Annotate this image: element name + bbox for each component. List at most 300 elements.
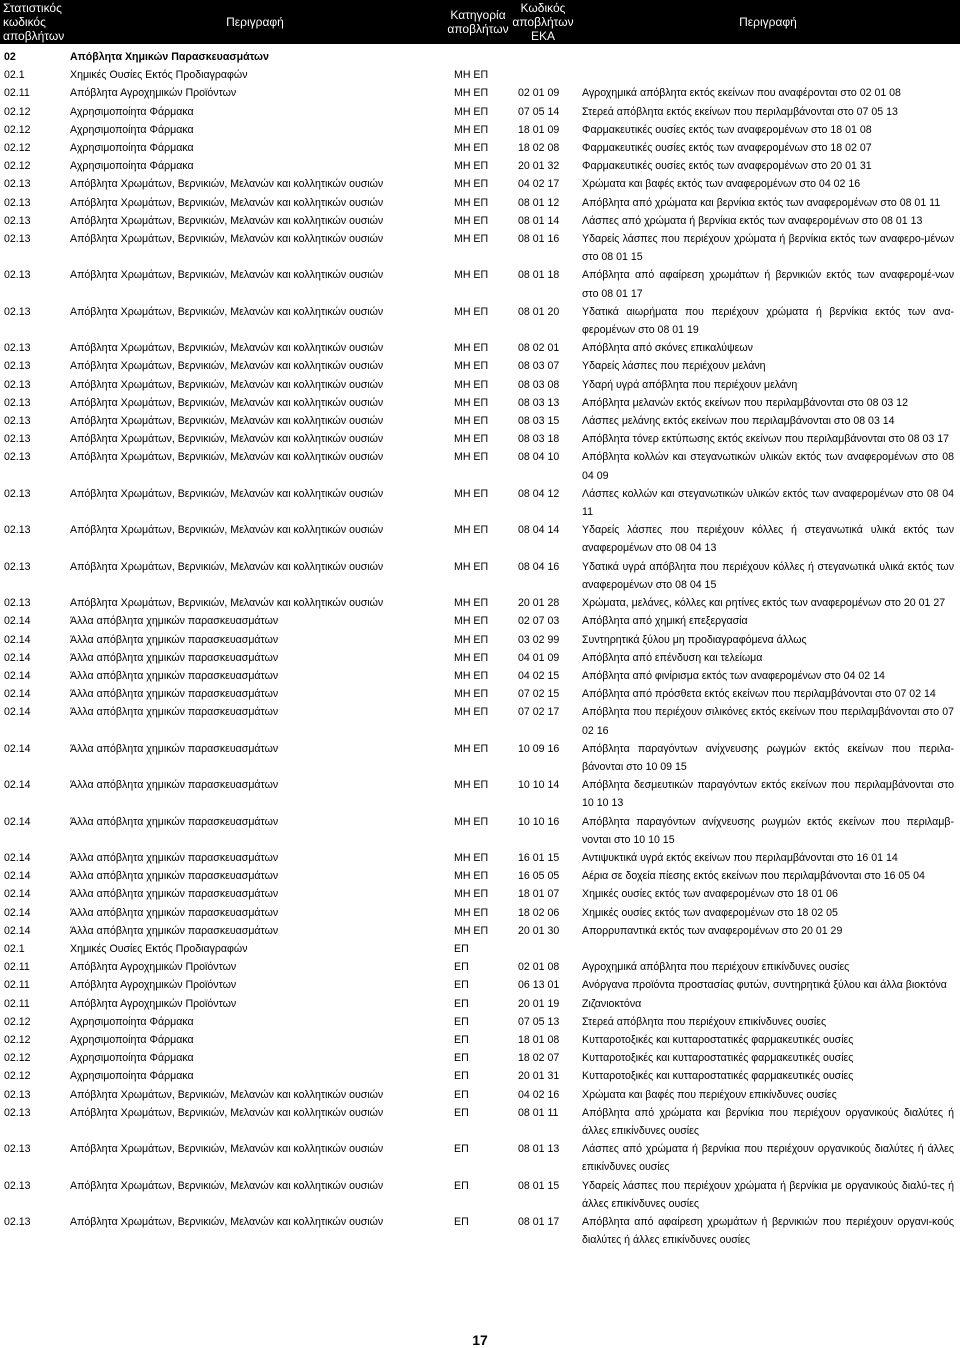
table-row: [0, 376, 960, 394]
category-cell: ΕΠ: [454, 1033, 469, 1046]
ewc-code-cell: 16 05 05: [518, 870, 560, 883]
category-cell: ΜΗ ΕΠ: [454, 906, 489, 919]
table-row: [0, 685, 960, 703]
ewc-description-cell: Αντιψυκτικά υγρά εκτός εκείνων που περιλαμβάνονται στο 16 01 14: [582, 851, 898, 864]
ewc-code-cell: 04 02 16: [518, 1088, 560, 1101]
description-cell: Άλλα απόβλητα χημικών παρασκευασμάτων: [70, 706, 279, 719]
description-cell: Απόβλητα Αγροχημικών Προϊόντων: [70, 979, 237, 992]
ewc-description-cell: Λάσπες από χρώματα ή βερνίκια που περιέχουν οργανικούς διαλύτες ή άλλες επικίνδυνες ουσίες: [582, 1143, 954, 1174]
table-row: [0, 84, 960, 102]
ewc-code-cell: 08 04 10: [518, 451, 560, 464]
stat-code-cell: 02.13: [4, 1216, 31, 1228]
header-description: Περιγραφή: [64, 0, 446, 44]
stat-code-cell: 02.13: [4, 305, 31, 318]
ewc-code-cell: [510, 940, 576, 958]
category-cell: ΜΗ ΕΠ: [454, 269, 489, 282]
ewc-code-cell: 08 04 12: [518, 487, 560, 500]
table-row: [0, 212, 960, 230]
ewc-description-cell: Απόβλητα μελανών εκτός εκείνων που περιλαμβάνονται στο 08 03 12: [582, 396, 908, 409]
ewc-description-cell: Στερεά απόβλητα εκτός εκείνων που περιλαμβάνονται στο 07 05 13: [582, 105, 898, 118]
ewc-description-cell: Απόβλητα από αφαίρεση χρωμάτων ή βερνικιών που περιέχουν οργανι-κούς διαλύτες ή άλλες επικίνδυνες ουσίες: [582, 1216, 954, 1247]
category-cell: ΜΗ ΕΠ: [454, 851, 489, 864]
description-cell: Άλλα απόβλητα χημικών παρασκευασμάτων: [70, 651, 279, 664]
table-row: [0, 703, 960, 739]
table-row: [0, 594, 960, 612]
ewc-description-cell: Χημικές ουσίες εκτός των αναφερομένων στο 18 01 06: [582, 888, 838, 901]
stat-code-cell: 02.14: [4, 924, 31, 937]
category-cell: ΜΗ ΕΠ: [454, 142, 489, 155]
description-cell: Απόβλητα Χρωμάτων, Βερνικιών, Μελανών και κολλητικών ουσιών: [70, 433, 384, 446]
table-row: [0, 121, 960, 139]
category-cell: ΜΗ ΕΠ: [454, 924, 489, 937]
category-cell: ΕΠ: [454, 1015, 469, 1028]
table-row: [0, 1213, 960, 1249]
ewc-description-cell: [576, 66, 960, 84]
category-cell: ΜΗ ΕΠ: [454, 633, 489, 646]
category-cell: ΜΗ ΕΠ: [454, 123, 489, 136]
ewc-code-cell: 08 03 18: [518, 433, 560, 446]
description-cell: Απόβλητα Χρωμάτων, Βερνικιών, Μελανών και κολλητικών ουσιών: [70, 360, 384, 373]
table-row: [0, 44, 960, 66]
ewc-description-cell: Απόβλητα που περιέχουν σιλικόνες εκτός εκείνων που περιλαμβάνονται στο 07 02 16: [582, 706, 954, 737]
ewc-description-cell: Φαρμακευτικές ουσίες εκτός των αναφερομένων στο 18 02 07: [582, 142, 872, 155]
category-cell: ΜΗ ΕΠ: [454, 233, 489, 246]
ewc-description-cell: Χρώματα και βαφές που περιέχουν επικίνδυνες ουσίες: [582, 1088, 837, 1101]
ewc-description-cell: Κυτταροτοξικές και κυτταροστατικές φαρμακευτικές ουσίες: [582, 1052, 854, 1065]
ewc-code-cell: 20 01 31: [518, 1070, 560, 1083]
stat-code-cell: 02.14: [4, 706, 31, 719]
category-cell: ΜΗ ΕΠ: [454, 870, 489, 883]
ewc-code-cell: 10 10 16: [518, 815, 560, 828]
category-cell: ΜΗ ΕΠ: [454, 615, 489, 628]
stat-code-cell: 02.11: [4, 979, 30, 992]
description-cell: Απόβλητα Χρωμάτων, Βερνικιών, Μελανών και κολλητικών ουσιών: [70, 415, 384, 428]
ewc-code-cell: 18 02 06: [518, 906, 560, 919]
ewc-code-cell: 08 01 18: [518, 269, 560, 282]
stat-code-cell: 02.13: [4, 433, 31, 446]
stat-code-cell: 02.12: [4, 1033, 31, 1046]
stat-code-cell: 02.13: [4, 214, 31, 227]
description-cell: Αχρησιμοποίητα Φάρμακα: [70, 1070, 194, 1083]
table-row: [0, 849, 960, 867]
category-cell: ΜΗ ΕΠ: [454, 214, 489, 227]
ewc-code-cell: 20 01 32: [518, 160, 560, 173]
table-row: [0, 740, 960, 776]
ewc-code-cell: 03 02 99: [518, 633, 560, 646]
ewc-code-cell: 08 03 07: [518, 360, 560, 373]
description-cell: Άλλα απόβλητα χημικών παρασκευασμάτων: [70, 906, 279, 919]
ewc-description-cell: Απόβλητα από χρώματα και βερνίκια εκτός των αναφερομένων στο 08 01 11: [582, 196, 941, 209]
category-cell: ΜΗ ΕΠ: [454, 524, 489, 537]
ewc-description-cell: Αγροχημικά απόβλητα που περιέχουν επικίνδυνες ουσίες: [582, 961, 850, 974]
table-row: [0, 976, 960, 994]
stat-code-cell: 02.13: [4, 415, 31, 428]
ewc-code-cell: 08 01 16: [518, 233, 560, 246]
ewc-description-cell: Απόβλητα παραγόντων ανίχνευσης ρωγμών εκτός εκείνων που περιλαμβ-νονται στο 10 10 15: [582, 815, 954, 846]
stat-code-cell: 02.13: [4, 233, 31, 246]
stat-code-cell: 02.12: [4, 1052, 31, 1065]
ewc-code-cell: 10 09 16: [518, 742, 560, 755]
description-cell: Απόβλητα Χρωμάτων, Βερνικιών, Μελανών και κολλητικών ουσιών: [70, 560, 384, 573]
stat-code-cell: 02.14: [4, 688, 31, 701]
table-header: [0, 0, 960, 44]
header-stat-code: Στατιστικός κωδικός αποβλήτων: [0, 0, 64, 44]
table-row: [0, 1140, 960, 1176]
ewc-code-cell: 07 02 17: [518, 706, 560, 719]
description-cell: Απόβλητα Χρωμάτων, Βερνικιών, Μελανών και κολλητικών ουσιών: [70, 597, 384, 610]
category-cell: ΜΗ ΕΠ: [454, 597, 489, 610]
description-cell: Αχρησιμοποίητα Φάρμακα: [70, 1052, 194, 1065]
ewc-description-cell: Κυτταροτοξικές και κυτταροστατικές φαρμακευτικές ουσίες: [582, 1033, 854, 1046]
description-cell: Απόβλητα Χρωμάτων, Βερνικιών, Μελανών και κολλητικών ουσιών: [70, 396, 384, 409]
table-row: [0, 66, 960, 84]
table-row: [0, 1013, 960, 1031]
category-cell: ΜΗ ΕΠ: [454, 360, 489, 373]
category-cell: ΕΠ: [454, 1216, 469, 1228]
ewc-code-cell: 08 01 14: [518, 214, 560, 227]
category-cell: ΜΗ ΕΠ: [454, 815, 489, 828]
ewc-description-cell: Απόβλητα δεσμευτικών παραγόντων εκτός εκείνων που περιλαμβάνονται στο 10 10 13: [582, 779, 954, 810]
description-cell: Άλλα απόβλητα χημικών παρασκευασμάτων: [70, 870, 279, 883]
ewc-description-cell: Υδαρείς λάσπες που περιέχουν μελάνη: [582, 360, 766, 373]
description-cell: Άλλα απόβλητα χημικών παρασκευασμάτων: [70, 779, 279, 792]
header-category: Κατηγορία αποβλήτων: [446, 0, 510, 44]
table-row: [0, 867, 960, 885]
table-row: [0, 922, 960, 940]
table-row: [0, 266, 960, 302]
ewc-code-cell: 08 02 01: [518, 342, 560, 355]
stat-code-cell: 02.13: [4, 1106, 31, 1119]
description-cell: Απόβλητα Χρωμάτων, Βερνικιών, Μελανών και κολλητικών ουσιών: [70, 1216, 384, 1228]
category-cell: ΜΗ ΕΠ: [454, 342, 489, 355]
table-row: [0, 1104, 960, 1140]
header-ewc-code: Κωδικός αποβλήτων ΕΚΑ: [510, 0, 576, 44]
table-row: [0, 175, 960, 193]
ewc-description-cell: Φαρμακευτικές ουσίες εκτός των αναφερομένων στο 20 01 31: [582, 160, 872, 173]
ewc-description-cell: Απόβλητα από χρώματα και βερνίκια που περιέχουν οργανικούς διαλύτες ή άλλες επικίνδυνες ουσίες: [582, 1106, 954, 1137]
stat-code-cell: 02.13: [4, 378, 31, 391]
description-cell: Χημικές Ουσίες Εκτός Προδιαγραφών: [70, 942, 248, 955]
stat-code-cell: 02.13: [4, 451, 31, 464]
table-row: [0, 813, 960, 849]
description-cell: Αχρησιμοποίητα Φάρμακα: [70, 1033, 194, 1046]
category-cell: ΜΗ ΕΠ: [454, 888, 489, 901]
ewc-description-cell: Στερεά απόβλητα που περιέχουν επικίνδυνες ουσίες: [582, 1015, 827, 1028]
table-body: [0, 44, 960, 1249]
table-row: [0, 1086, 960, 1104]
category-cell: ΕΠ: [454, 1070, 469, 1083]
ewc-code-cell: 08 01 20: [518, 305, 560, 318]
description-cell: Απόβλητα Χρωμάτων, Βερνικιών, Μελανών και κολλητικών ουσιών: [70, 178, 384, 191]
table-row: [0, 230, 960, 266]
description-cell: Άλλα απόβλητα χημικών παρασκευασμάτων: [70, 615, 279, 628]
category-cell: ΜΗ ΕΠ: [454, 87, 489, 100]
ewc-code-cell: 10 10 14: [518, 779, 560, 792]
stat-code-cell: 02.14: [4, 633, 31, 646]
table-row: [0, 667, 960, 685]
ewc-code-cell: 20 01 28: [518, 597, 560, 610]
ewc-code-cell: 08 01 15: [518, 1179, 560, 1192]
ewc-description-cell: Απόβλητα από σκόνες επικαλύψεων: [582, 342, 753, 355]
description-cell: Αχρησιμοποίητα Φάρμακα: [70, 142, 194, 155]
ewc-description-cell: Ζιζανιοκτόνα: [582, 997, 642, 1010]
table-row: [0, 485, 960, 521]
ewc-description-cell: Απόβλητα τόνερ εκτύπωσης εκτός εκείνων που περιλαμβάνονται στο 08 03 17: [582, 433, 950, 446]
description-cell: Απόβλητα Χρωμάτων, Βερνικιών, Μελανών και κολλητικών ουσιών: [70, 524, 384, 537]
stat-code-cell: 02.12: [4, 123, 31, 136]
ewc-code-cell: 07 05 14: [518, 105, 560, 118]
stat-code-cell: 02.14: [4, 651, 31, 664]
ewc-description-cell: Συντηρητικά ξύλου μη προδιαγραφόμενα άλλως: [582, 633, 807, 646]
ewc-description-cell: Υδαρείς λάσπες που περιέχουν χρώματα ή βερνίκια με οργανικούς διαλύ-τες ή άλλες επικίνδυνες ουσίες: [582, 1179, 954, 1210]
description-cell: Άλλα απόβλητα χημικών παρασκευασμάτων: [70, 851, 279, 864]
ewc-description-cell: Υδαρείς λάσπες που περιέχουν κόλλες ή στεγανωτικά υλικά εκτός των αναφερομένων στο 08 04 13: [582, 524, 954, 555]
stat-code-cell: 02.14: [4, 779, 31, 792]
stat-code-cell: 02.11: [4, 997, 30, 1010]
description-cell: Απόβλητα Χρωμάτων, Βερνικιών, Μελανών και κολλητικών ουσιών: [70, 214, 384, 227]
category-cell: ΜΗ ΕΠ: [454, 196, 489, 209]
ewc-code-cell: 04 02 15: [518, 669, 560, 682]
ewc-code-cell: 02 01 09: [518, 87, 560, 100]
category-cell: ΕΠ: [454, 997, 469, 1010]
ewc-description-cell: Χρώματα και βαφές εκτός των αναφερομένων στο 04 02 16: [582, 178, 861, 191]
ewc-description-cell: Υδατικά αιωρήματα που περιέχουν χρώματα ή βερνίκια εκτός των ανα-φερομένων στο 08 01 19: [582, 305, 954, 337]
ewc-code-cell: 18 02 07: [518, 1052, 560, 1065]
description-cell: Άλλα απόβλητα χημικών παρασκευασμάτων: [70, 924, 279, 937]
table-row: [0, 940, 960, 958]
table-row: [0, 430, 960, 448]
stat-code-cell: 02.13: [4, 487, 31, 500]
table-row: [0, 1177, 960, 1213]
description-cell: Αχρησιμοποίητα Φάρμακα: [70, 123, 194, 136]
description-cell: Απόβλητα Χρωμάτων, Βερνικιών, Μελανών και κολλητικών ουσιών: [70, 196, 384, 209]
table-row: [0, 885, 960, 903]
category-cell: ΜΗ ΕΠ: [454, 160, 489, 173]
ewc-description-cell: Ανόργανα προϊόντα προστασίας φυτών, συντηρητικά ξύλου και άλλα βιοκτόνα: [582, 979, 947, 992]
stat-code-cell: 02.13: [4, 597, 31, 610]
table-row: [0, 194, 960, 212]
stat-code-cell: 02.1: [4, 69, 25, 82]
ewc-description-cell: Αγροχημικά απόβλητα εκτός εκείνων που αναφέρονται στο 02 01 08: [582, 87, 901, 100]
ewc-description-cell: Υδατικά υγρά απόβλητα που περιέχουν κόλλες ή στεγανωτικά υλικά εκτός των αναφερομένων στο 08 04 15: [582, 560, 954, 591]
ewc-description-cell: Φαρμακευτικές ουσίες εκτός των αναφερομένων στο 18 01 08: [582, 123, 872, 136]
description-cell: Άλλα απόβλητα χημικών παρασκευασμάτων: [70, 888, 279, 901]
ewc-description-cell: Λάσπες μελάνης εκτός εκείνων που περιλαμβάνονται στο 08 03 14: [582, 415, 895, 428]
table-row: [0, 958, 960, 976]
ewc-code-cell: 08 01 12: [518, 196, 560, 209]
header-ewc-description: Περιγραφή: [576, 0, 960, 44]
table-row: [0, 412, 960, 430]
ewc-code-cell: 04 02 17: [518, 178, 560, 191]
ewc-code-cell: 08 04 16: [518, 560, 560, 573]
stat-code-cell: 02.14: [4, 888, 31, 901]
description-cell: Άλλα απόβλητα χημικών παρασκευασμάτων: [70, 669, 279, 682]
ewc-code-cell: 08 01 11: [518, 1106, 559, 1119]
stat-code-cell: 02.14: [4, 742, 31, 755]
category-cell: ΜΗ ΕΠ: [454, 688, 489, 701]
description-cell: Απόβλητα Χρωμάτων, Βερνικιών, Μελανών και κολλητικών ουσιών: [70, 378, 384, 391]
ewc-description-cell: Απόβλητα από χημική επεξεργασία: [582, 615, 748, 628]
table-row: [0, 103, 960, 121]
category-cell: ΜΗ ΕΠ: [454, 487, 489, 500]
ewc-description-cell: Λάσπες από χρώματα ή βερνίκια εκτός των αναφερομένων στο 08 01 13: [582, 214, 923, 227]
ewc-code-cell: 08 01 13: [518, 1143, 560, 1156]
stat-code-cell: 02.11: [4, 961, 30, 974]
ewc-code-cell: 16 01 15: [518, 851, 560, 864]
ewc-code-cell: 18 01 09: [518, 123, 560, 136]
ewc-description-cell: Απόβλητα από πρόσθετα εκτός εκείνων που περιλαμβάνονται στο 07 02 14: [582, 688, 936, 701]
stat-code-cell: 02.13: [4, 360, 31, 373]
stat-code-cell: 02.13: [4, 1179, 31, 1192]
category-cell: ΜΗ ΕΠ: [454, 415, 489, 428]
description-cell: Απόβλητα Χρωμάτων, Βερνικιών, Μελανών και κολλητικών ουσιών: [70, 342, 384, 355]
description-cell: Αχρησιμοποίητα Φάρμακα: [70, 105, 194, 118]
stat-code-cell: 02.12: [4, 160, 31, 173]
ewc-description-cell: Αέρια σε δοχεία πίεσης εκτός εκείνων που περιλαμβάνονται στο 16 05 04: [582, 870, 925, 883]
description-cell: Απόβλητα Χρωμάτων, Βερνικιών, Μελανών και κολλητικών ουσιών: [70, 233, 384, 246]
ewc-code-cell: [510, 44, 576, 66]
ewc-description-cell: Απόβλητα παραγόντων ανίχνευσης ρωγμών εκτός εκείνων που περιλα-βάνονται στο 10 09 15: [582, 742, 954, 773]
stat-code-cell: 02.14: [4, 906, 31, 919]
table-row: [0, 357, 960, 375]
stat-code-cell: 02.14: [4, 669, 31, 682]
ewc-description-cell: Χρώματα, μελάνες, κόλλες και ρητίνες εκτός των αναφερομένων στο 20 01 27: [582, 597, 946, 610]
stat-code-cell: 02.13: [4, 178, 31, 191]
stat-code-cell: 02.13: [4, 524, 31, 537]
description-cell: Απόβλητα Χρωμάτων, Βερνικιών, Μελανών και κολλητικών ουσιών: [70, 451, 384, 464]
stat-code-cell: 02.12: [4, 142, 31, 155]
category-cell: ΕΠ: [454, 1143, 469, 1156]
ewc-code-cell: 07 02 15: [518, 688, 560, 701]
ewc-code-cell: 06 13 01: [518, 979, 560, 992]
ewc-description-cell: Χημικές ουσίες εκτός των αναφερομένων στο 18 02 05: [582, 906, 838, 919]
category-cell: ΜΗ ΕΠ: [454, 742, 489, 755]
ewc-code-cell: 08 01 17: [518, 1216, 560, 1228]
ewc-code-cell: 02 01 08: [518, 961, 560, 974]
stat-code-cell: 02.13: [4, 269, 31, 282]
ewc-code-cell: 08 03 15: [518, 415, 560, 428]
category-cell: ΕΠ: [454, 1179, 469, 1192]
stat-code-cell: 02.13: [4, 196, 31, 209]
category-cell: ΜΗ ΕΠ: [454, 69, 489, 82]
description-cell: Άλλα απόβλητα χημικών παρασκευασμάτων: [70, 633, 279, 646]
ewc-code-cell: 20 01 30: [518, 924, 560, 937]
category-cell: ΕΠ: [454, 979, 469, 992]
table-row: [0, 339, 960, 357]
category-cell: ΜΗ ΕΠ: [454, 378, 489, 391]
category-cell: ΜΗ ΕΠ: [454, 560, 489, 573]
stat-code-cell: 02.12: [4, 1015, 31, 1028]
table-row: [0, 394, 960, 412]
stat-code-cell: 02.13: [4, 560, 31, 573]
stat-code-cell: 02.11: [4, 87, 30, 100]
stat-code-cell: 02.13: [4, 342, 31, 355]
table-row: [0, 448, 960, 484]
stat-code-cell: 02.14: [4, 615, 31, 628]
ewc-code-cell: 08 04 14: [518, 524, 560, 537]
category-cell: ΜΗ ΕΠ: [454, 105, 489, 118]
description-cell: Άλλα απόβλητα χημικών παρασκευασμάτων: [70, 815, 279, 828]
category-cell: ΕΠ: [454, 1088, 469, 1101]
table-row: [0, 1067, 960, 1085]
category-cell: ΕΠ: [454, 1052, 469, 1065]
category-cell: ΜΗ ΕΠ: [454, 305, 489, 318]
ewc-description-cell: [576, 44, 960, 66]
ewc-description-cell: Απόβλητα από επένδυση και τελείωμα: [582, 651, 763, 664]
category-cell: ΜΗ ΕΠ: [454, 396, 489, 409]
stat-code-cell: 02: [4, 51, 16, 63]
ewc-description-cell: Απόβλητα από φινίρισμα εκτός των αναφερομένων στο 04 02 14: [582, 669, 885, 682]
description-cell: Απόβλητα Αγροχημικών Προϊόντων: [70, 997, 237, 1010]
description-cell: Απόβλητα Χρωμάτων, Βερνικιών, Μελανών και κολλητικών ουσιών: [70, 1088, 384, 1101]
category-cell: ΜΗ ΕΠ: [454, 706, 489, 719]
ewc-code-cell: 08 03 08: [518, 378, 560, 391]
ewc-description-cell: Κυτταροτοξικές και κυτταροστατικές φαρμακευτικές ουσίες: [582, 1070, 854, 1083]
description-cell: Απόβλητα Χρωμάτων, Βερνικιών, Μελανών και κολλητικών ουσιών: [70, 1179, 384, 1192]
stat-code-cell: 02.12: [4, 1070, 31, 1083]
ewc-description-cell: Υδαρείς λάσπες που περιέχουν χρώματα ή βερνίκια εκτός των αναφερο-μένων στο 08 01 15: [582, 233, 954, 264]
ewc-code-cell: 20 01 19: [518, 997, 560, 1010]
description-cell: Απόβλητα Αγροχημικών Προϊόντων: [70, 87, 237, 100]
description-cell: Άλλα απόβλητα χημικών παρασκευασμάτων: [70, 688, 279, 701]
category-cell: ΕΠ: [454, 1106, 469, 1119]
ewc-description-cell: Λάσπες κολλών και στεγανωτικών υλικών εκτός των αναφερομένων στο 08 04 11: [582, 487, 954, 519]
ewc-code-cell: 08 03 13: [518, 396, 560, 409]
ewc-code-cell: 07 05 13: [518, 1015, 560, 1028]
category-cell: ΕΠ: [454, 942, 469, 955]
stat-code-cell: 02.13: [4, 1143, 31, 1156]
description-cell: Αχρησιμοποίητα Φάρμακα: [70, 1015, 194, 1028]
table-row: [0, 776, 960, 812]
table-row: [0, 649, 960, 667]
page-number: 17: [472, 1332, 488, 1348]
table-row: [0, 995, 960, 1013]
description-cell: Απόβλητα Χρωμάτων, Βερνικιών, Μελανών και κολλητικών ουσιών: [70, 487, 384, 500]
description-cell: Απόβλητα Χρωμάτων, Βερνικιών, Μελανών και κολλητικών ουσιών: [70, 269, 384, 282]
table-row: [0, 558, 960, 594]
category-cell: ΜΗ ΕΠ: [454, 433, 489, 446]
description-cell: Απόβλητα Αγροχημικών Προϊόντων: [70, 961, 237, 974]
category-cell: ΜΗ ΕΠ: [454, 178, 489, 191]
category-cell: ΜΗ ΕΠ: [454, 651, 489, 664]
table-row: [0, 303, 960, 339]
ewc-description-cell: [576, 940, 960, 958]
category-cell: ΜΗ ΕΠ: [454, 779, 489, 792]
category-cell: ΜΗ ΕΠ: [454, 669, 489, 682]
category-cell: ΜΗ ΕΠ: [454, 451, 489, 464]
table-row: [0, 139, 960, 157]
category-cell: ΕΠ: [454, 961, 469, 974]
stat-code-cell: 02.14: [4, 870, 31, 883]
ewc-code-cell: 02 07 03: [518, 615, 560, 628]
stat-code-cell: 02.14: [4, 815, 31, 828]
stat-code-cell: 02.12: [4, 105, 31, 118]
description-cell: Αχρησιμοποίητα Φάρμακα: [70, 160, 194, 173]
ewc-description-cell: Υδαρή υγρά απόβλητα που περιέχουν μελάνη: [582, 378, 798, 391]
table-row: [0, 521, 960, 557]
stat-code-cell: 02.1: [4, 942, 25, 955]
description-cell: Άλλα απόβλητα χημικών παρασκευασμάτων: [70, 742, 279, 755]
stat-code-cell: 02.13: [4, 396, 31, 409]
table-row: [0, 612, 960, 630]
ewc-description-cell: Απόβλητα κολλών και στεγανωτικών υλικών εκτός των αναφερομένων στο 08 04 09: [582, 451, 954, 482]
description-cell: Απόβλητα Χρωμάτων, Βερνικιών, Μελανών και κολλητικών ουσιών: [70, 1143, 384, 1156]
table-row: [0, 157, 960, 175]
table-row: [0, 1031, 960, 1049]
stat-code-cell: 02.14: [4, 851, 31, 864]
stat-code-cell: 02.13: [4, 1088, 31, 1101]
ewc-code-cell: 04 01 09: [518, 651, 560, 664]
